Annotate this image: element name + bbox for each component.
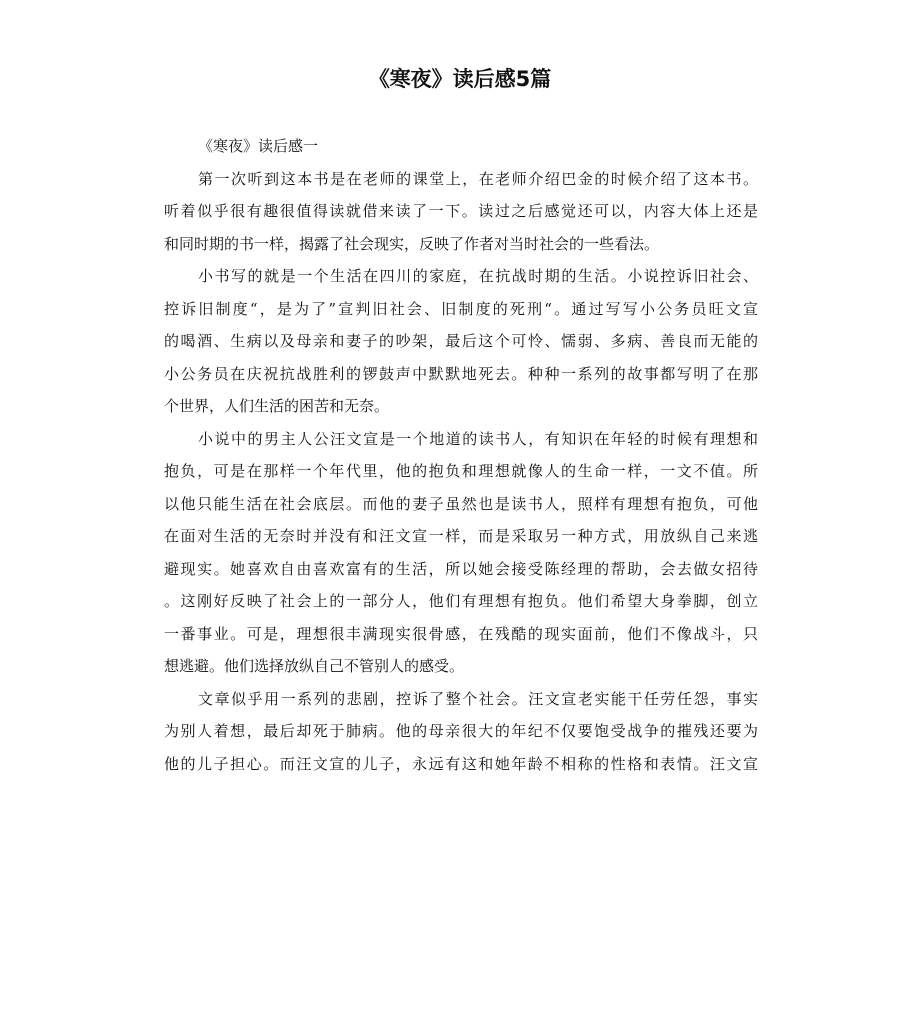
paragraph-line: 和同时期的书一样，揭露了社会现实，反映了作者对当时社会的一些看法。 [164,234,660,253]
paragraph-line: 的喝酒、生病以及母亲和妻子的吵架，最后这个可怜、懦弱、多病、善良而无能的 [164,332,758,350]
paragraph-line: 听着似乎很有趣很值得读就借来读了一下。读过之后感觉还可以，内容大体上还是 [164,202,758,220]
section-heading: 《寒夜》读后感一 [198,137,319,155]
paragraph-line: 避现实。她喜欢自由喜欢富有的生活，所以她会接受陈经理的帮助，会去做女招待 [164,559,758,578]
paragraph-line: 他的儿子担心。而汪文宣的儿子，永远有这和她年龄不相称的性格和表情。汪文宣 [164,754,758,773]
document-body [164,130,758,780]
paragraph-line: 小书写的就是一个生活在四川的家庭，在抗战时期的生活。小说控诉旧社会、 [198,267,758,285]
paragraph-line: 个世界，人们生活的困苦和无奈。 [164,397,390,415]
paragraph-line: 控诉旧制度“，是为了”宣判旧社会、旧制度的死刑“。通过写写小公务员旺文宣 [164,299,758,318]
document-title: 《寒夜》读后感5篇 [368,67,552,91]
paragraph-line: 第一次听到这本书是在老师的课堂上，在老师介绍巴金的时候介绍了这本书。 [198,169,758,188]
paragraph-1 [164,163,758,261]
paragraph-2 [164,260,758,423]
paragraph-line: 文章似乎用一系列的悲剧，控诉了整个社会。汪文宣老实能干任劳任怨，事实 [198,689,758,708]
paragraph-line: 一番事业。可是，理想很丰满现实很骨感，在残酷的现实面前，他们不像战斗，只 [164,624,758,643]
paragraph-3 [164,423,758,683]
paragraph-line: 想逃避。他们选择放纵自己不管别人的感受。 [164,657,465,675]
paragraph-line: 。这刚好反映了社会上的一部分人，他们有理想有抱负。他们希望大身拳脚，创立 [164,592,758,610]
paragraph-line: 以他只能生活在社会底层。而他的妻子虽然也是读书人，照样有理想有抱负，可他 [164,494,758,513]
paragraph-line: 小说中的男主人公汪文宣是一个地道的读书人，有知识在年轻的时候有理想和 [198,429,758,448]
paragraph-line: 抱负，可是在那样一个年代里，他的抱负和理想就像人的生命一样，一文不值。所 [164,462,758,480]
paragraph-line: 在面对生活的无奈时并没有和汪文宣一样，而是采取另一种方式，用放纵自己来逃 [164,527,758,545]
paragraph-line: 小公务员在庆祝抗战胜利的锣鼓声中默默地死去。种种一系列的故事都写明了在那 [164,364,758,383]
paragraph-line: 为别人着想，最后却死于肺病。他的母亲很大的年纪不仅要饱受战争的摧残还要为 [164,722,758,740]
paragraph-4 [164,683,758,781]
